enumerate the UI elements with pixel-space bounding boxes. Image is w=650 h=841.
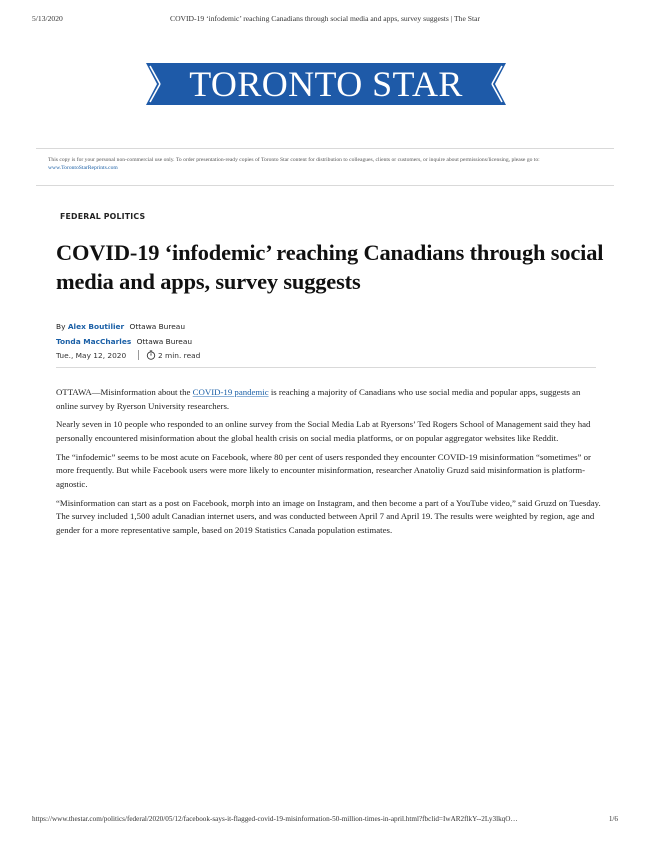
- article-headline: COVID-19 ‘infodemic’ reaching Canadians through social media and apps, survey suggests: [56, 240, 604, 294]
- logo-wordmark: TORONTO STAR: [189, 64, 463, 104]
- publish-date: Tue., May 12, 2020: [56, 351, 127, 360]
- byline: [56, 337, 192, 346]
- stopwatch-icon: [146, 350, 156, 362]
- print-header: [32, 14, 618, 26]
- section-label[interactable]: FEDERAL POLITICS: [60, 212, 146, 221]
- reprints-link[interactable]: www.TorontoStarReprints.com: [48, 165, 118, 172]
- article-paragraph: The “infodemic” seems to be most acute on Facebook, where 80 per cent of users responded they encounter COVID-19 misinformation “sometimes” or more frequently. But while Facebook users were more likely to encounter misinformation, researcher Anatoliy Gruzd said misinformation is platform-agnostic.: [56, 451, 591, 489]
- author-link[interactable]: Tonda MacCharles: [56, 337, 132, 346]
- article-paragraph: [56, 386, 604, 413]
- toronto-star-logo[interactable]: [146, 63, 506, 105]
- article-body: [56, 386, 604, 543]
- reprint-notice: [36, 148, 614, 186]
- print-footer: [32, 815, 618, 827]
- notice-text: This copy is for your personal non-commercial use only. To order presentation-ready copies of Toronto Star content for distribution to colleagues, clients or customers, or inquire about permissions/licensing, please go to:: [48, 157, 540, 163]
- page-number: 1/6: [608, 815, 618, 823]
- article-paragraph: Nearly seven in 10 people who responded to an online survey from the Social Media Lab at Ryersons’ Ted Rogers School of Management said they had personally encountered misinformation about the global health crisis on social media platforms, or on popular aggregator websites like Reddit.: [56, 419, 591, 443]
- byline: [56, 322, 185, 331]
- meta-divider: [138, 350, 139, 360]
- print-date: 5/13/2020: [32, 14, 63, 23]
- article-paragraph: “Misinformation can start as a post on Facebook, morph into an image on Instagram, and then become a part of a YouTube video,” said Gruzd on Tuesday. The survey included 1,500 adult Canadian internet users, and was conducted between April 7 and April 19. The results were weighted by region, age and gender for a more representative sample, based on 2019 Statistics Canada population estimates.: [56, 497, 601, 535]
- author-link[interactable]: Alex Boutilier: [67, 322, 125, 331]
- print-url: https://www.thestar.com/politics/federal/2020/05/12/facebook-says-it-flagged-covid-19-misinformation-50-million-times-in-april.html?fbclid=IwAR2flkY--2Ly3lkqO…: [32, 815, 518, 823]
- paragraph-lead-text: OTTAWA—Misinformation about the: [56, 387, 193, 397]
- covid-pandemic-link[interactable]: COVID-19 pandemic: [192, 387, 269, 397]
- paragraph-rest-text: is reaching a majority of Canadians who use social media and popular apps, suggests an online survey by Ryerson University researchers.: [56, 387, 581, 411]
- masthead-logo-graphic: [146, 63, 506, 105]
- article-meta: [56, 351, 596, 368]
- read-time: 2 min. read: [158, 351, 201, 360]
- byline-prefix: By: [56, 322, 66, 331]
- print-document-title: COVID-19 ‘infodemic’ reaching Canadians through social media and apps, survey suggests | The Star: [170, 14, 480, 23]
- author-bureau: Ottawa Bureau: [129, 322, 186, 331]
- author-bureau: Ottawa Bureau: [136, 337, 193, 346]
